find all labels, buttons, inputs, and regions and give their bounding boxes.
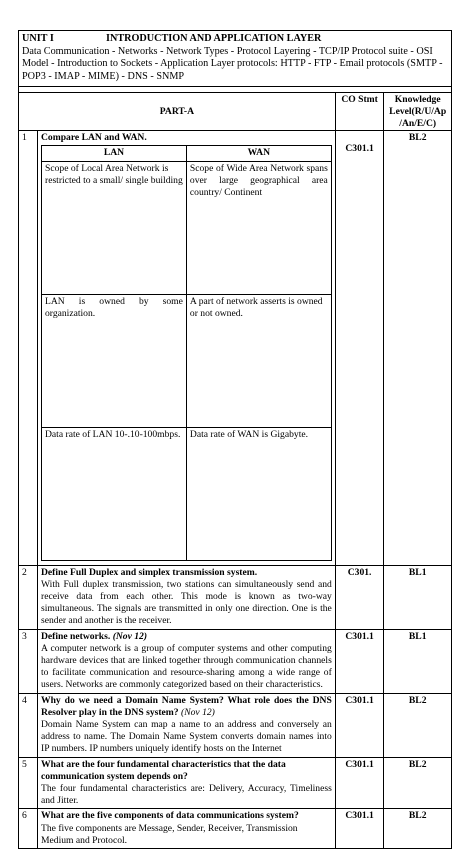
comparison-header-lan: LAN bbox=[42, 146, 187, 161]
comparison-cell: Data rate of WAN is Gigabyte. bbox=[186, 427, 331, 560]
knowledge-level-value: BL2 bbox=[384, 757, 452, 809]
question-number: 1 bbox=[19, 131, 38, 565]
question-number: 3 bbox=[19, 629, 38, 693]
answer-text: The four fundamental characteristics are: Delivery, Accuracy, Timeliness and Jitter. bbox=[41, 783, 332, 807]
question-text: Define networks. bbox=[41, 630, 111, 642]
question-line bbox=[41, 631, 332, 643]
document-page bbox=[18, 30, 452, 849]
co-value: C301.1 bbox=[335, 809, 384, 849]
question-text: Define Full Duplex and simplex transmission system. bbox=[41, 566, 258, 578]
question-text: Compare LAN and WAN. bbox=[41, 132, 147, 144]
question-cell bbox=[38, 565, 336, 629]
knowledge-level-value: BL2 bbox=[384, 693, 452, 757]
question-cell bbox=[38, 131, 336, 565]
comparison-cell: A part of network asserts is owned or not owned. bbox=[186, 294, 331, 427]
unit-label: UNIT I bbox=[22, 33, 54, 44]
question-table bbox=[18, 92, 452, 849]
co-value: C301.1 bbox=[335, 693, 384, 757]
co-value: C301. bbox=[335, 565, 384, 629]
question-text: What are the five components of data communications system? bbox=[41, 810, 299, 822]
unit-header-top bbox=[22, 33, 448, 46]
table-row bbox=[19, 757, 452, 809]
part-a-heading: PART-A bbox=[19, 93, 336, 131]
co-value: C301.1 bbox=[335, 629, 384, 693]
comparison-row bbox=[42, 294, 332, 427]
table-row bbox=[19, 693, 452, 757]
question-number: 6 bbox=[19, 809, 38, 849]
question-cell bbox=[38, 809, 336, 849]
knowledge-level-value: BL1 bbox=[384, 629, 452, 693]
exam-date-note: (Nov 12) bbox=[181, 706, 215, 718]
unit-syllabus: Data Communication - Networks - Network Types - Protocol Layering - TCP/IP Protocol suite - OSI Model - Introduction to Sockets - Application Layer protocols: HTTP - FTP - Email protocols (SMTP - POP3 - IMAP - MIME) - DNS - SNMP bbox=[22, 45, 443, 82]
unit-header bbox=[18, 30, 452, 86]
question-number: 4 bbox=[19, 693, 38, 757]
knowledge-level-value: BL1 bbox=[384, 565, 452, 629]
answer-text: Domain Name System can map a name to an address and conversely an address to name. The Domain Name System converts domain names into IP numbers. IP numbers uniquely identify hosts on the Internet bbox=[41, 719, 332, 755]
lan-wan-comparison-table bbox=[41, 145, 332, 560]
knowledge-level-value: BL2 bbox=[384, 809, 452, 849]
answer-text: The five components are Message, Sender, Receiver, Transmission Medium and Protocol. bbox=[41, 822, 298, 846]
knowledge-level-value: BL2 bbox=[384, 131, 452, 565]
question-line bbox=[41, 695, 332, 719]
comparison-cell: Data rate of LAN 10-.10-100mbps. bbox=[42, 427, 187, 560]
answer-text: A computer network is a group of computer systems and other computing hardware devices that are linked together through communication channels to facilitate communication and resource-sharing among a wide range of users. Networks are commonly categorized based on their characteristics. bbox=[41, 642, 332, 691]
unit-title: INTRODUCTION AND APPLICATION LAYER bbox=[106, 33, 322, 44]
table-row bbox=[19, 131, 452, 565]
question-number: 5 bbox=[19, 757, 38, 809]
question-number: 2 bbox=[19, 565, 38, 629]
question-text: What are the four fundamental characteristics that the data communication system depends on? bbox=[41, 758, 286, 782]
question-cell bbox=[38, 757, 336, 809]
table-header-row bbox=[19, 93, 452, 131]
answer-text: With Full duplex transmission, two stations can simultaneously send and receive data from each other. This mode is known as two-way simultaneous. The signals are transmitted in only one direction. One is the sender and another is the receiver. bbox=[41, 578, 332, 627]
co-value: C301.1 bbox=[335, 757, 384, 809]
table-row bbox=[19, 565, 452, 629]
comparison-cell: LAN is owned by some organization. bbox=[42, 294, 187, 427]
table-row bbox=[19, 629, 452, 693]
question-text: Why do we need a Domain Name System? What role does the DNS Resolver play in the DNS system? bbox=[41, 694, 332, 718]
question-cell bbox=[38, 629, 336, 693]
comparison-row bbox=[42, 161, 332, 294]
knowledge-level-heading: Knowledge Level(R/U/Ap /An/E/C) bbox=[384, 93, 452, 131]
comparison-cell: Scope of Local Area Network is restricted to a small/ single building bbox=[42, 161, 187, 294]
co-stmt-heading: CO Stmt bbox=[335, 93, 384, 131]
comparison-header-wan: WAN bbox=[186, 146, 331, 161]
table-row bbox=[19, 809, 452, 849]
co-value: C301.1 bbox=[335, 131, 384, 565]
question-cell bbox=[38, 693, 336, 757]
comparison-row bbox=[42, 427, 332, 560]
exam-date-note: (Nov 12) bbox=[112, 630, 148, 642]
comparison-cell: Scope of Wide Area Network spans over large geographical area country/ Continent bbox=[186, 161, 331, 294]
comparison-header-row bbox=[42, 146, 332, 161]
